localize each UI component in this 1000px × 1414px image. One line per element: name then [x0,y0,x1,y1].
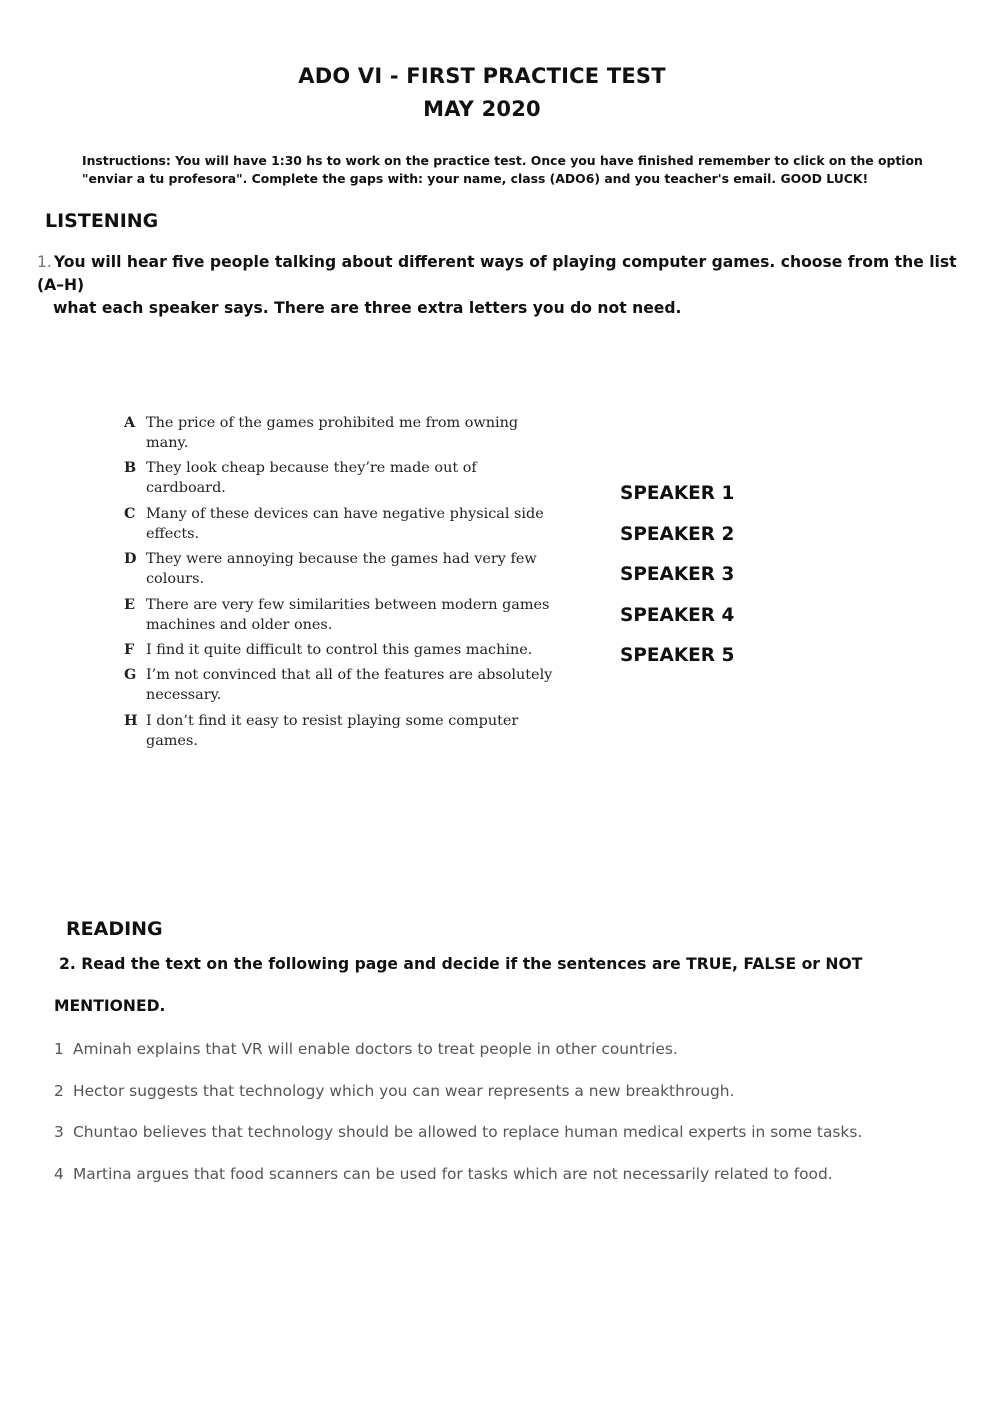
option-letter: B [124,459,137,477]
option-letter: F [124,640,135,658]
statement-number: 1 [54,1040,64,1058]
speaker-5-label: SPEAKER 5 [620,645,735,666]
option-text: They look cheap because they’re made out of cardboard. [146,460,477,497]
option-letter: C [124,504,136,522]
statement-list [54,1038,984,1205]
option-text: I don’t find it easy to resist playing some computer games. [146,712,519,749]
statement-text: Martina argues that food scanners can be used for tasks which are not necessarily related to food. [73,1165,833,1184]
option-c [124,504,554,544]
instructions: Instructions: You will have 1:30 hs to work on the practice test. Once you have finished remember to click on the option "enviar a tu profesora". Complete the gaps with: your name, class (ADO6) and you teacher's email. GOOD LUCK! [82,153,923,186]
statement-item [54,1080,984,1122]
reading-question-line2: MENTIONED. [54,997,166,1015]
page-title: ADO VI - FIRST PRACTICE TEST [298,64,666,88]
listening-question [37,251,987,320]
statement-number: 4 [54,1165,64,1184]
option-e [124,595,554,635]
speaker-3-label: SPEAKER 3 [620,564,735,585]
option-letter: E [124,595,135,613]
speaker-2-label: SPEAKER 2 [620,523,735,545]
option-letter: H [124,711,138,729]
speaker-1-label: SPEAKER 1 [620,483,735,504]
option-text: There are very few similarities between modern games machines and older ones. [146,596,550,633]
option-text: Many of these devices can have negative physical side effects. [146,505,544,542]
option-text: I find it quite difficult to control this games machine. [146,641,533,658]
statement-item [54,1121,984,1163]
statement-text: Aminah explains that VR will enable doctors to treat people in other countries. [73,1040,678,1058]
statement-number: 2 [54,1081,64,1100]
option-letter: D [124,550,137,568]
option-h [124,711,554,751]
option-text: I’m not convinced that all of the features are absolutely necessary. [146,667,553,704]
option-a [124,413,554,453]
option-letter: A [124,414,136,431]
question-text-line1: You will hear five people talking about different ways of playing computer games. choose from the list (A–H) [37,253,957,294]
statement-text: Chuntao believes that technology should be allowed to replace human medical experts in some tasks. [73,1123,863,1142]
reading-question-line1: 2. Read the text on the following page and decide if the sentences are TRUE, FALSE or NOT [59,955,863,973]
option-text: They were annoying because the games had very few colours. [146,551,537,588]
option-list [124,413,554,756]
question-number: 1. [37,253,52,271]
speaker-list [620,482,734,685]
listening-heading: LISTENING [45,210,159,232]
statement-text: Hector suggests that technology which you can wear represents a new breakthrough. [73,1081,735,1100]
option-b [124,458,554,498]
question-text-line2: what each speaker says. There are three extra letters you do not need. [53,299,682,317]
option-d [124,549,554,589]
statement-number: 3 [54,1123,64,1142]
reading-heading: READING [66,918,163,940]
statement-item [54,1038,984,1080]
statement-item [54,1163,984,1205]
option-text: The price of the games prohibited me from owning many. [146,415,519,451]
speaker-4-label: SPEAKER 4 [620,604,735,626]
option-letter: G [124,666,137,684]
option-g [124,665,554,705]
option-f [124,640,554,660]
page-subtitle-date: MAY 2020 [423,97,541,121]
